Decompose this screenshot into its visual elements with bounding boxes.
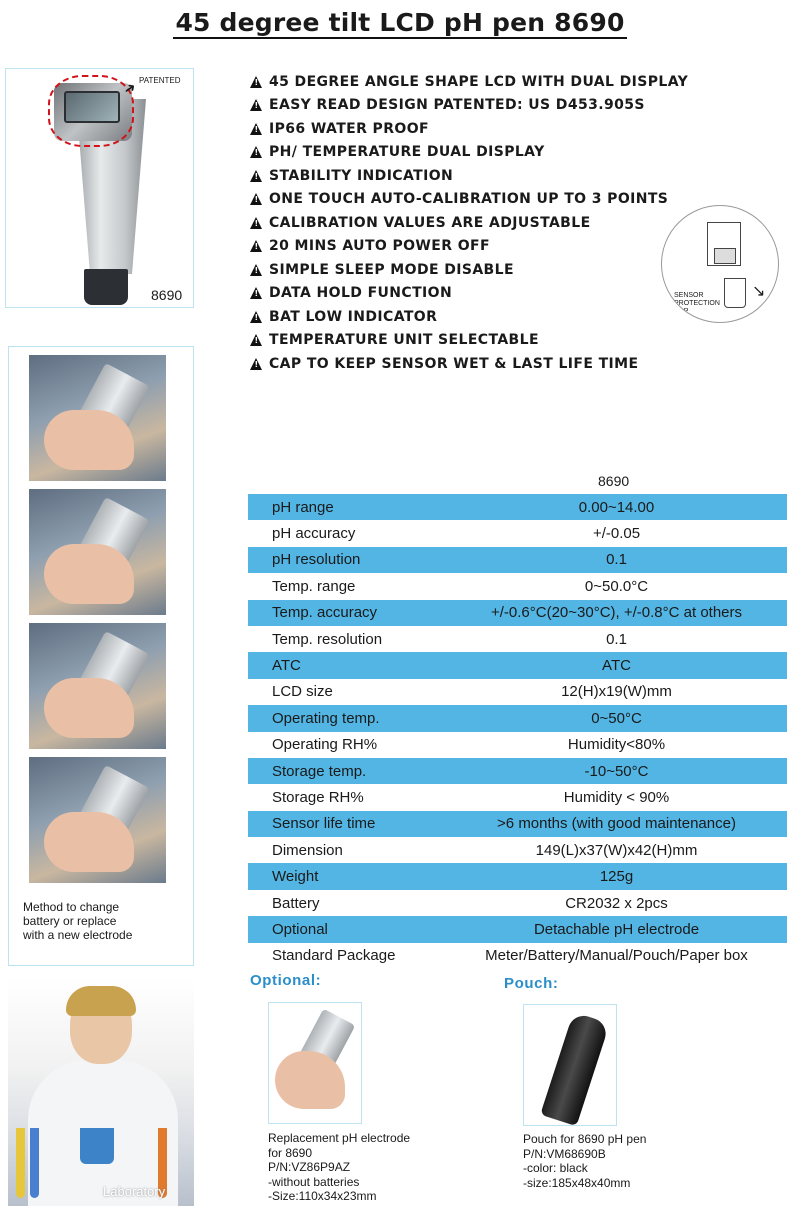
spec-table bbox=[248, 494, 787, 969]
spec-row bbox=[248, 494, 787, 520]
patented-label: PATENTED bbox=[139, 76, 181, 85]
spec-row bbox=[248, 732, 787, 758]
feature-text: TEMPERATURE UNIT SELECTABLE bbox=[269, 332, 539, 349]
sensor-cap-diagram bbox=[661, 205, 779, 323]
spec-label: pH range bbox=[272, 498, 334, 516]
laboratory-label: Laboratory bbox=[103, 1184, 166, 1199]
spec-value: 0.1 bbox=[606, 630, 627, 648]
electrode-image bbox=[268, 1002, 362, 1124]
spec-row bbox=[248, 758, 787, 784]
spec-label: pH accuracy bbox=[272, 525, 356, 543]
feature-text: 20 MINS AUTO POWER OFF bbox=[269, 238, 490, 255]
method-caption-line: with a new electrode bbox=[23, 928, 133, 942]
spec-value: Detachable pH electrode bbox=[533, 920, 700, 938]
spec-label: Optional bbox=[272, 920, 328, 938]
sensor-label-line: PROTECTION bbox=[674, 300, 720, 307]
feature-item bbox=[250, 258, 688, 282]
feature-text: CALIBRATION VALUES ARE ADJUSTABLE bbox=[269, 214, 591, 231]
method-caption-line: battery or replace bbox=[23, 914, 117, 928]
spec-label: Sensor life time bbox=[272, 815, 376, 833]
feature-item bbox=[250, 164, 688, 188]
spec-model-header: 8690 bbox=[598, 473, 630, 489]
spec-value: -10~50°C bbox=[584, 762, 649, 780]
feature-item bbox=[250, 235, 688, 259]
spec-row bbox=[248, 863, 787, 889]
warning-icon bbox=[250, 334, 263, 346]
spec-row bbox=[248, 573, 787, 599]
optional-caption-line: Replacement pH electrode bbox=[268, 1131, 411, 1145]
method-photo bbox=[29, 623, 166, 749]
spec-row bbox=[248, 652, 787, 678]
spec-label: Temp. resolution bbox=[272, 630, 383, 648]
pouch-caption-line: -size:185x48x40mm bbox=[523, 1175, 631, 1190]
spec-value: 0~50.0°C bbox=[584, 577, 649, 595]
method-photo bbox=[29, 757, 166, 883]
spec-row bbox=[248, 705, 787, 731]
pouch-caption-line: Pouch for 8690 pH pen bbox=[523, 1132, 647, 1146]
page-title-text: 45 degree tilt LCD pH pen 8690 bbox=[175, 8, 625, 37]
spec-label: Storage temp. bbox=[272, 762, 367, 780]
spec-row bbox=[248, 547, 787, 573]
spec-label: LCD size bbox=[272, 683, 333, 701]
spec-label: Weight bbox=[272, 868, 319, 886]
feature-text: 45 DEGREE ANGLE SHAPE LCD WITH DUAL DISPLAY bbox=[269, 73, 689, 90]
sensor-cap-shape bbox=[724, 278, 746, 308]
pouch-caption bbox=[523, 1132, 646, 1190]
spec-value: >6 months (with good maintenance) bbox=[497, 815, 736, 833]
spec-label: Battery bbox=[272, 894, 320, 912]
feature-text: PH/ TEMPERATURE DUAL DISPLAY bbox=[269, 144, 545, 161]
spec-label: Temp. range bbox=[272, 577, 356, 595]
hand-shape bbox=[44, 678, 134, 738]
spec-label: pH resolution bbox=[272, 551, 361, 569]
spec-row bbox=[248, 811, 787, 837]
spec-label: Temp. accuracy bbox=[272, 604, 378, 622]
spec-value: 149(L)x37(W)x42(H)mm bbox=[535, 841, 698, 859]
spec-label: Operating temp. bbox=[272, 709, 380, 727]
sensor-label-line: SENSOR bbox=[674, 292, 704, 299]
method-photos bbox=[8, 346, 194, 966]
warning-icon bbox=[250, 76, 263, 88]
feature-text: CAP TO KEEP SENSOR WET & LAST LIFE TIME bbox=[269, 355, 639, 372]
spec-label: Standard Package bbox=[272, 947, 396, 965]
spec-value: +/-0.6°C(20~30°C), +/-0.8°C at others bbox=[490, 604, 743, 622]
test-tube-shape bbox=[30, 1128, 39, 1198]
spec-row bbox=[248, 943, 787, 969]
pouch-heading: Pouch: bbox=[504, 975, 559, 992]
laboratory-photo bbox=[8, 978, 194, 1206]
optional-heading: Optional: bbox=[250, 972, 322, 989]
feature-text: ONE TOUCH AUTO-CALIBRATION UP TO 3 POINTS bbox=[269, 191, 669, 208]
product-image bbox=[5, 68, 194, 308]
feature-item bbox=[250, 329, 688, 353]
spec-value: Meter/Battery/Manual/Pouch/Paper box bbox=[485, 947, 748, 965]
hand-shape bbox=[44, 812, 134, 872]
test-tube-shape bbox=[16, 1128, 25, 1198]
pen-cap-shape bbox=[84, 269, 128, 305]
spec-value: ATC bbox=[602, 657, 631, 675]
warning-icon bbox=[250, 287, 263, 299]
spec-row bbox=[248, 837, 787, 863]
sensor-tip-shape bbox=[714, 248, 736, 264]
feature-text: SIMPLE SLEEP MODE DISABLE bbox=[269, 261, 514, 278]
spec-label: ATC bbox=[272, 657, 301, 675]
method-caption bbox=[23, 900, 132, 942]
spec-label: Dimension bbox=[272, 841, 343, 859]
feature-item bbox=[250, 211, 688, 235]
optional-caption-line: P/N:VZ86P9AZ bbox=[268, 1160, 351, 1174]
feature-item bbox=[250, 94, 688, 118]
spec-row bbox=[248, 626, 787, 652]
hand-shape bbox=[44, 544, 134, 604]
spec-value: 125g bbox=[599, 868, 634, 886]
feature-item bbox=[250, 352, 688, 376]
feature-text: BAT LOW INDICATOR bbox=[269, 308, 438, 325]
method-photo bbox=[29, 355, 166, 481]
spec-value: 0~50°C bbox=[591, 709, 642, 727]
warning-icon bbox=[250, 311, 263, 323]
hand-shape bbox=[44, 410, 134, 470]
optional-caption bbox=[268, 1131, 410, 1204]
feature-item bbox=[250, 188, 688, 212]
feature-text: DATA HOLD FUNCTION bbox=[269, 285, 453, 302]
spec-label: Storage RH% bbox=[272, 788, 364, 806]
pouch-caption-line: -color: black bbox=[523, 1161, 588, 1175]
pouch-image bbox=[523, 1004, 617, 1126]
spec-value: Humidity<80% bbox=[567, 736, 666, 754]
feature-item bbox=[250, 282, 688, 306]
spec-row bbox=[248, 890, 787, 916]
warning-icon bbox=[250, 146, 263, 158]
spec-row bbox=[248, 916, 787, 942]
spec-row bbox=[248, 679, 787, 705]
spec-value: Humidity < 90% bbox=[563, 788, 670, 806]
spec-value: +/-0.05 bbox=[592, 525, 641, 543]
pouch-caption-line: P/N:VM68690B bbox=[523, 1146, 606, 1161]
optional-caption-line: -Size:110x34x23mm bbox=[268, 1189, 377, 1203]
spec-row bbox=[248, 784, 787, 810]
spec-value: 0.00~14.00 bbox=[578, 498, 655, 516]
pouch-shape bbox=[540, 1012, 610, 1126]
beaker-shape bbox=[80, 1128, 114, 1164]
warning-icon bbox=[250, 264, 263, 276]
feature-item bbox=[250, 117, 688, 141]
model-label: 8690 bbox=[151, 287, 183, 303]
spec-value: 0.1 bbox=[606, 551, 627, 569]
feature-list bbox=[250, 70, 688, 376]
feature-item bbox=[250, 305, 688, 329]
sensor-label bbox=[674, 292, 720, 316]
warning-icon bbox=[250, 99, 263, 111]
warning-icon bbox=[250, 240, 263, 252]
warning-icon bbox=[250, 217, 263, 229]
feature-text: EASY READ DESIGN PATENTED: US D453.905S bbox=[269, 97, 645, 114]
spec-label: Operating RH% bbox=[272, 736, 378, 754]
spec-value: 12(H)x19(W)mm bbox=[561, 683, 672, 701]
arrow-icon: ➜ bbox=[120, 78, 139, 99]
sensor-label-line: CAP bbox=[674, 308, 689, 315]
method-caption-line: Method to change bbox=[23, 900, 120, 914]
spec-row bbox=[248, 600, 787, 626]
feature-item bbox=[250, 70, 688, 94]
lab-hair-shape bbox=[66, 986, 136, 1016]
warning-icon bbox=[250, 123, 263, 135]
feature-text: IP66 WATER PROOF bbox=[269, 120, 429, 137]
spec-row bbox=[248, 520, 787, 546]
warning-icon bbox=[250, 358, 263, 370]
feature-text: STABILITY INDICATION bbox=[269, 167, 454, 184]
spec-value: CR2032 x 2pcs bbox=[565, 894, 668, 912]
warning-icon bbox=[250, 170, 263, 182]
warning-icon bbox=[250, 193, 263, 205]
arrow-down-icon: ↘ bbox=[752, 283, 766, 300]
page-title bbox=[0, 8, 800, 37]
method-photo bbox=[29, 489, 166, 615]
optional-caption-line: -without batteries bbox=[268, 1174, 360, 1189]
feature-item bbox=[250, 141, 688, 165]
optional-caption-line: for 8690 bbox=[268, 1145, 313, 1160]
